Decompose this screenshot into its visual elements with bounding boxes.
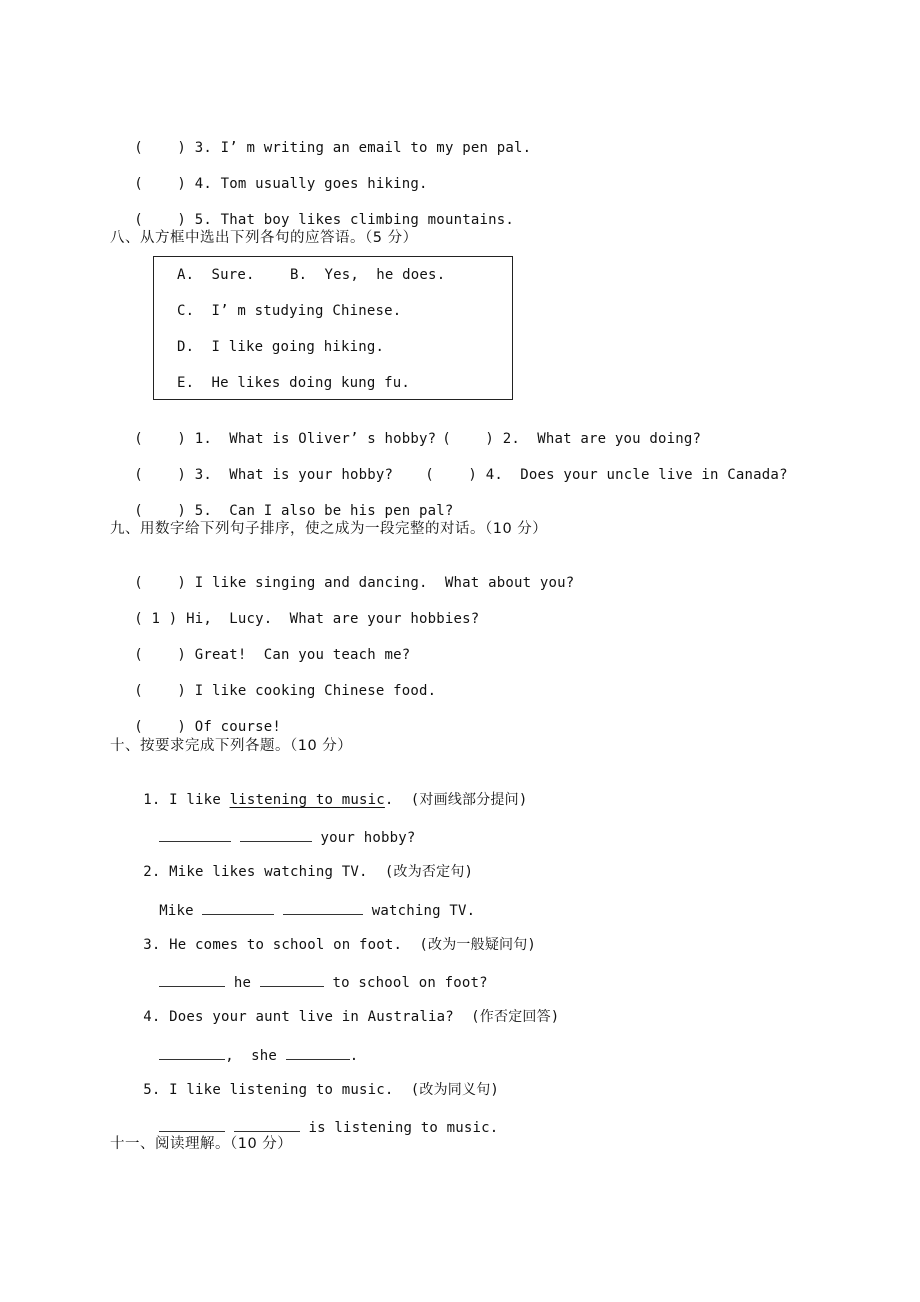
answer-bracket[interactable]: ( ) [134, 431, 187, 447]
question-8-5 [117, 484, 454, 520]
dialogue-text: Hi, Lucy. What are your hobbies? [186, 611, 480, 627]
question-number: 4. [194, 176, 212, 192]
order-bracket[interactable]: ( 1 ) [134, 611, 178, 627]
question-number: 1. [143, 792, 161, 808]
answer-blank[interactable] [202, 900, 274, 915]
order-bracket[interactable]: ( ) [134, 647, 187, 663]
answer-bracket[interactable]: ( ) [134, 467, 187, 483]
question-text: 4. Does your uncle live in Canada? [485, 467, 788, 483]
answer-blank[interactable] [260, 972, 324, 987]
answer-blank[interactable] [283, 900, 363, 915]
section-9-heading: 九、用数字给下列句子排序，使之成为一段完整的对话。（10 分） [110, 521, 548, 537]
answer-bracket[interactable]: ( ) [425, 467, 478, 483]
option-c: C. I’ m studying Chinese. [177, 303, 402, 319]
question-text: He comes to school on foot. (改为一般疑问句) [169, 937, 537, 953]
answer-blank[interactable] [159, 827, 231, 842]
question-number: 5. [194, 212, 212, 228]
dialogue-line-2 [117, 592, 479, 628]
question-text: 2. What are you doing? [502, 431, 702, 447]
answer-text: Mike [159, 903, 194, 919]
rewrite-question-2 [126, 845, 473, 881]
answer-line-4 [142, 1027, 358, 1065]
question-8-1 [117, 412, 436, 448]
answer-blank[interactable] [240, 827, 312, 842]
answer-text: to school on foot? [332, 975, 488, 991]
dialogue-line-1 [117, 556, 574, 592]
question-text: Does your aunt live in Australia? (作否定回答) [169, 1009, 560, 1025]
rewrite-question-4 [126, 990, 559, 1026]
section-11-heading: 十一、阅读理解。（10 分） [110, 1136, 293, 1152]
answer-text: is listening to music. [308, 1120, 499, 1136]
dialogue-line-5 [117, 700, 281, 736]
dialogue-text: Of course! [194, 719, 281, 735]
dialogue-line-3 [117, 628, 410, 664]
answer-bracket[interactable]: ( ) [134, 140, 187, 156]
question-number: 2. [143, 864, 161, 880]
option-a: A. Sure. [177, 267, 255, 283]
option-b: B. Yes, he does. [290, 267, 446, 283]
question-8-3 [117, 448, 393, 484]
section-8-heading: 八、从方框中选出下列各句的应答语。（5 分） [110, 230, 418, 246]
question-8-4 [408, 448, 788, 484]
option-d: D. I like going hiking. [177, 339, 385, 355]
question-number: 5. [143, 1082, 161, 1098]
answer-blank[interactable] [159, 1117, 225, 1132]
option-e: E. He likes doing kung fu. [177, 375, 410, 391]
question-text: I like listening to music. (改为同义句) [169, 1082, 500, 1098]
answer-text: watching TV. [371, 903, 476, 919]
answer-bracket[interactable]: ( ) [134, 212, 187, 228]
question-number: 4. [143, 1009, 161, 1025]
answer-line-2 [142, 882, 475, 920]
order-bracket[interactable]: ( ) [134, 575, 187, 591]
question-7-5 [117, 193, 514, 229]
rewrite-question-1 [126, 773, 527, 809]
question-text: Tom usually goes hiking. [220, 176, 428, 192]
question-8-2 [425, 412, 701, 448]
question-number: 3. [143, 937, 161, 953]
dialogue-line-4 [117, 664, 436, 700]
question-number: 3. [194, 140, 212, 156]
answer-line-1 [142, 809, 415, 847]
question-7-4 [117, 157, 428, 193]
question-text: I like [169, 792, 230, 808]
underlined-phrase: listening to music [229, 792, 385, 808]
question-7-3 [117, 121, 531, 157]
answer-text: she [251, 1048, 278, 1064]
question-text: That boy likes climbing mountains. [220, 212, 514, 228]
question-text: 3. What is your hobby? [194, 467, 394, 483]
answer-blank[interactable] [159, 1045, 225, 1060]
dialogue-text: Great! Can you teach me? [194, 647, 411, 663]
instruction: . (对画线部分提问) [384, 792, 528, 808]
answer-line-5 [142, 1099, 498, 1137]
answer-bracket[interactable]: ( ) [134, 176, 187, 192]
order-bracket[interactable]: ( ) [134, 683, 187, 699]
question-text: Mike likes watching TV. (改为否定句) [169, 864, 474, 880]
order-bracket[interactable]: ( ) [134, 719, 187, 735]
answer-line-3 [142, 954, 488, 992]
section-10-heading: 十、按要求完成下列各题。（10 分） [110, 738, 353, 754]
answer-blank[interactable] [234, 1117, 300, 1132]
dialogue-text: I like singing and dancing. What about you? [194, 575, 575, 591]
answer-text: he [233, 975, 252, 991]
answer-text: , [225, 1048, 234, 1064]
answer-bracket[interactable]: ( ) [442, 431, 495, 447]
answer-blank[interactable] [159, 972, 225, 987]
rewrite-question-5 [126, 1063, 499, 1099]
answer-blank[interactable] [286, 1045, 350, 1060]
answer-text: your hobby? [320, 830, 416, 846]
dialogue-text: I like cooking Chinese food. [194, 683, 437, 699]
question-text: 1. What is Oliver’ s hobby? [194, 431, 437, 447]
answer-text: . [349, 1048, 359, 1064]
question-text: I’ m writing an email to my pen pal. [220, 140, 532, 156]
answer-bracket[interactable]: ( ) [134, 503, 187, 519]
rewrite-question-3 [126, 918, 536, 954]
question-text: 5. Can I also be his pen pal? [194, 503, 454, 519]
